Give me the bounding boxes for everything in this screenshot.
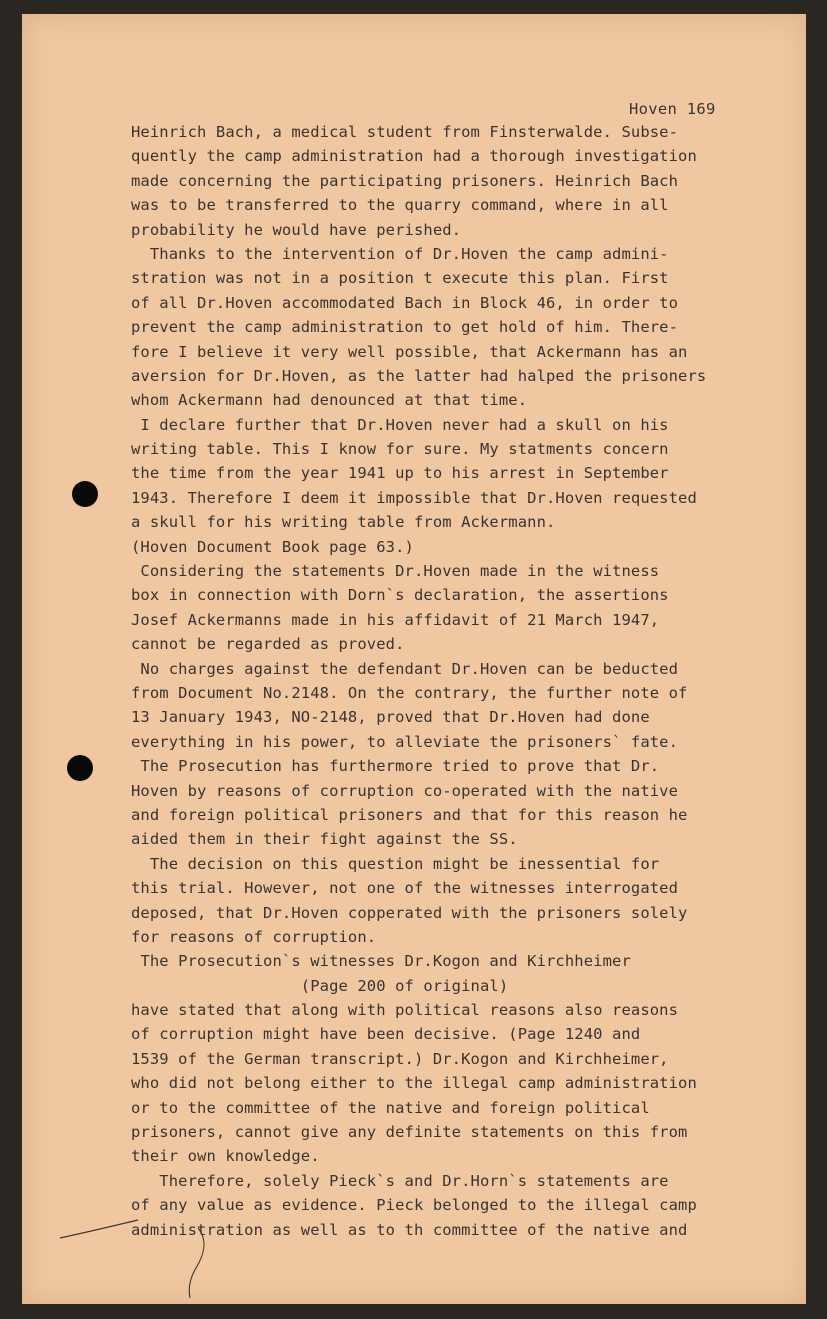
text-line: The Prosecution has furthermore tried to prove that Dr. [131, 757, 660, 776]
text-line: Considering the statements Dr.Hoven made in the witness [131, 562, 660, 581]
text-line: 1539 of the German transcript.) Dr.Kogon and Kirchheimer, [131, 1049, 669, 1068]
text-line: was to be transferred to the quarry command, where in all [131, 196, 669, 215]
text-line: The Prosecution`s witnesses Dr.Kogon and Kirchheimer [131, 952, 631, 971]
text-line: or to the committee of the native and foreign political [131, 1098, 650, 1117]
text-line: everything in his power, to alleviate the prisoners` fate. [131, 732, 679, 751]
page-number-header: Hoven 169 [629, 100, 716, 118]
text-line: The decision on this question might be inessential for [131, 854, 660, 873]
text-line: their own knowledge. [131, 1147, 320, 1166]
text-line: (Hoven Document Book page 63.) [131, 537, 414, 556]
text-line: who did not belong either to the illegal camp administration [131, 1074, 697, 1093]
text-line: fore I believe it very well possible, that Ackermann has an [131, 342, 688, 361]
text-line: of any value as evidence. Pieck belonged to the illegal camp [131, 1196, 697, 1215]
text-line: a skull for his writing table from Ackermann. [131, 513, 556, 532]
text-line: writing table. This I know for sure. My statments concern [131, 440, 669, 459]
text-line: the time from the year 1941 up to his arrest in September [131, 464, 669, 483]
text-line: prevent the camp administration to get hold of him. There- [131, 318, 679, 337]
text-line: (Page 200 of original) [131, 976, 509, 995]
text-line: for reasons of corruption. [131, 927, 377, 946]
text-line: Hoven by reasons of corruption co-operated with the native [131, 781, 679, 800]
text-line: 1943. Therefore I deem it impossible that Dr.Hoven requested [131, 488, 697, 507]
typewritten-body [131, 120, 771, 1242]
text-line: have stated that along with political reasons also reasons [131, 1001, 679, 1020]
text-line: and foreign political prisoners and that for this reason he [131, 805, 688, 824]
text-line: aversion for Dr.Hoven, as the latter had halped the prisoners [131, 366, 707, 385]
text-line: from Document No.2148. On the contrary, the further note of [131, 683, 688, 702]
text-line: quently the camp administration had a thorough investigation [131, 147, 697, 166]
text-line: Josef Ackermanns made in his affidavit of 21 March 1947, [131, 610, 660, 629]
punch-hole [67, 755, 93, 781]
text-line: 13 January 1943, NO-2148, proved that Dr.Hoven had done [131, 708, 650, 727]
punch-hole [72, 481, 98, 507]
text-line: Thanks to the intervention of Dr.Hoven the camp admini- [131, 244, 669, 263]
text-line: cannot be regarded as proved. [131, 635, 405, 654]
text-line: Therefore, solely Pieck`s and Dr.Horn`s statements are [131, 1171, 669, 1190]
text-line: Heinrich Bach, a medical student from Finsterwalde. Subse- [131, 123, 679, 141]
text-line: of corruption might have been decisive. (Page 1240 and [131, 1025, 641, 1044]
text-line: deposed, that Dr.Hoven copperated with the prisoners solely [131, 903, 688, 922]
text-line: prisoners, cannot give any definite statements on this from [131, 1123, 688, 1142]
text-line: this trial. However, not one of the witnesses interrogated [131, 879, 679, 898]
text-line: administration as well as to th committee of the native and [131, 1220, 688, 1239]
text-line: probability he would have perished. [131, 220, 462, 239]
text-line: whom Ackermann had denounced at that time. [131, 391, 528, 410]
text-line: aided them in their fight against the SS. [131, 830, 518, 849]
text-line: I declare further that Dr.Hoven never had a skull on his [131, 415, 669, 434]
text-line: made concerning the participating prisoners. Heinrich Bach [131, 171, 679, 190]
text-line: box in connection with Dorn`s declaration, the assertions [131, 586, 669, 605]
text-line: stration was not in a position t execute this plan. First [131, 269, 669, 288]
text-line: No charges against the defendant Dr.Hoven can be beducted [131, 659, 679, 678]
pen-mark [58, 1210, 218, 1300]
text-line: of all Dr.Hoven accommodated Bach in Block 46, in order to [131, 293, 679, 312]
